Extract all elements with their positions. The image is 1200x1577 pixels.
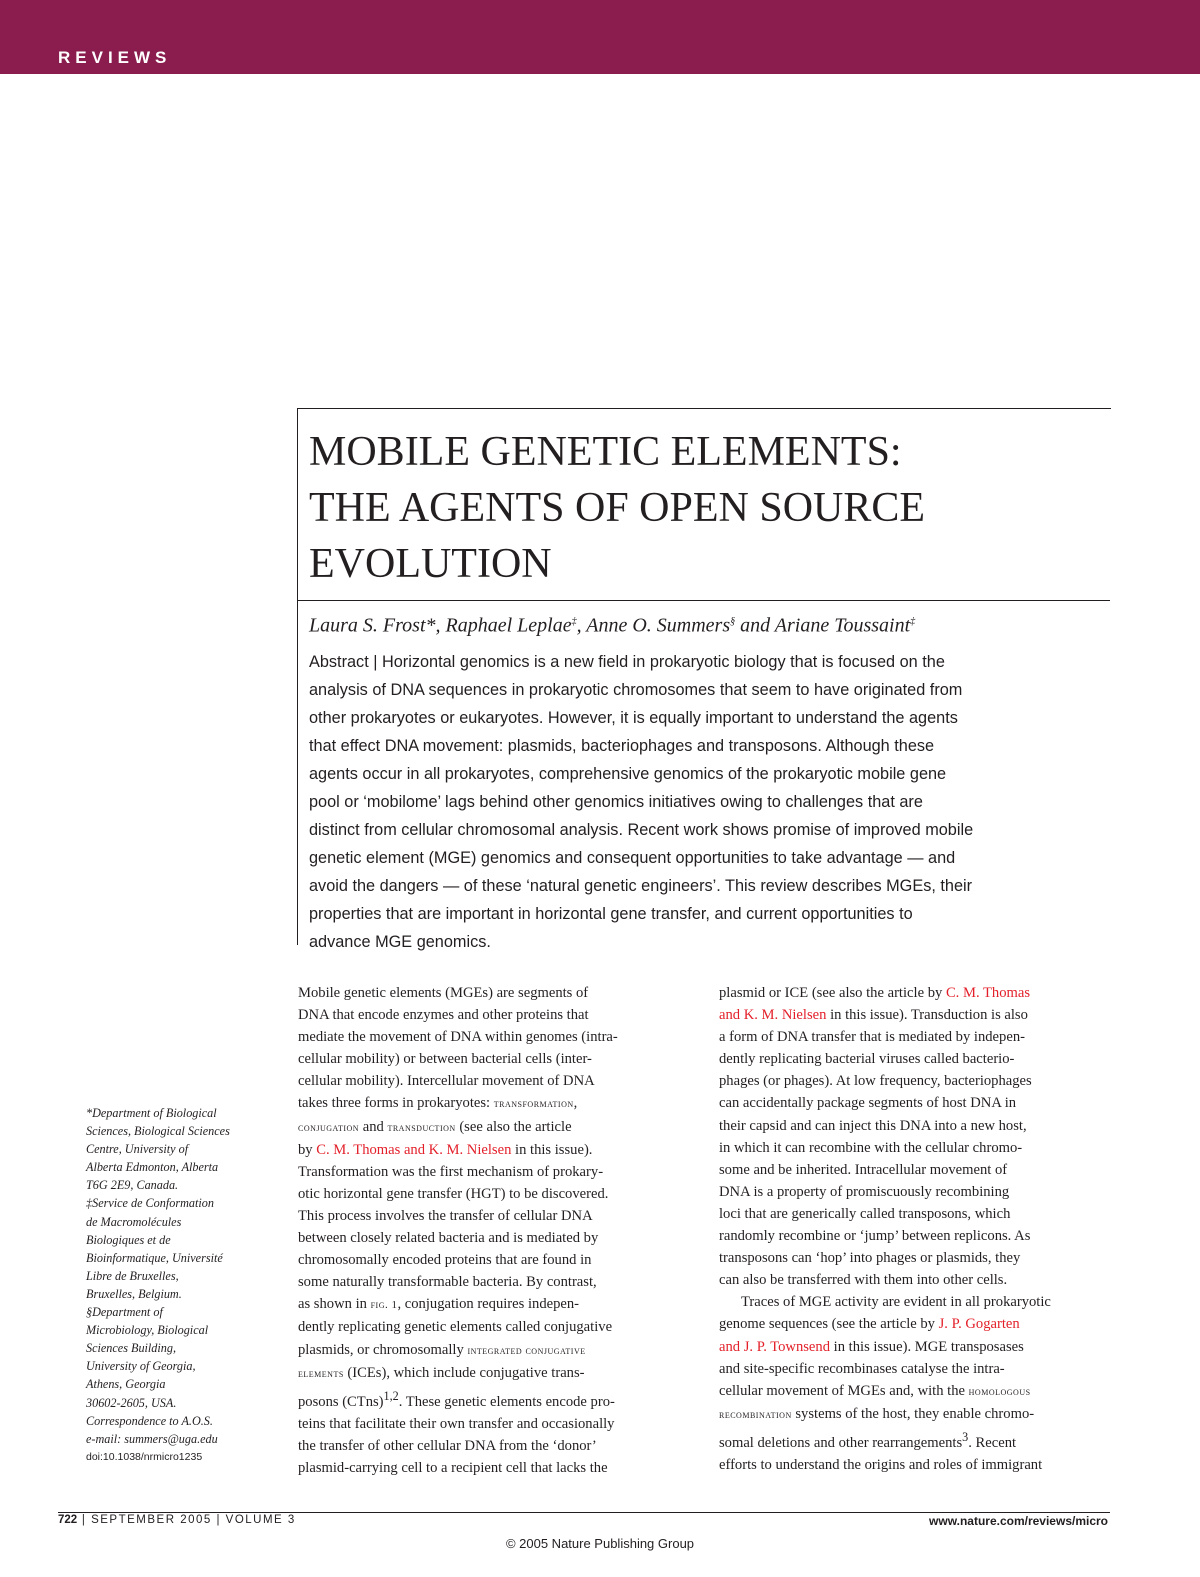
glossary-term[interactable]: transduction <box>387 1121 456 1134</box>
author-mark: ‡ <box>910 616 916 627</box>
text-run: , conjugation requires indepen- <box>397 1296 580 1313</box>
title-line: EVOLUTION <box>309 541 552 587</box>
body-line <box>719 1313 1109 1335</box>
body-line <box>719 1336 1109 1358</box>
body-line: cellular mobility) or between bacterial cells (inter- <box>298 1051 592 1068</box>
body-line: dently replicating genetic elements called conjugative <box>298 1319 613 1336</box>
body-line: can also be transferred with them into other cells. <box>719 1272 1008 1289</box>
copyright-notice: © 2005 Nature Publishing Group <box>505 1536 695 1551</box>
affiliation-line: Correspondence to A.O.S. <box>86 1413 213 1428</box>
text-run: in this issue). <box>511 1141 593 1158</box>
author-separator: , <box>435 614 446 637</box>
body-line: dently replicating bacterial viruses called bacterio- <box>719 1051 1015 1068</box>
affiliation-line: de Macromolécules <box>86 1214 182 1229</box>
title-line: MOBILE GENETIC ELEMENTS: <box>309 429 902 475</box>
affiliation-line: Sciences Building, <box>86 1341 177 1356</box>
body-line: can accidentally package segments of host DNA in <box>719 1095 1017 1112</box>
body-line: teins that facilitate their own transfer and occasionally <box>298 1415 615 1432</box>
glossary-term[interactable]: homologous <box>968 1385 1031 1398</box>
citation-reference[interactable]: 1,2 <box>383 1388 399 1403</box>
body-line: Mobile genetic elements (MGEs) are segments of <box>298 985 589 1001</box>
body-line <box>719 1004 1109 1026</box>
body-line <box>719 1380 1109 1403</box>
glossary-term[interactable]: integrated conjugative <box>467 1344 586 1357</box>
text-run: (see also the article <box>455 1118 572 1135</box>
glossary-term[interactable]: recombination <box>719 1408 792 1421</box>
text-run: somal deletions and other rearrangements <box>719 1434 963 1451</box>
body-line <box>298 1362 688 1385</box>
glossary-term[interactable]: conjugation <box>298 1121 360 1134</box>
affiliation-line: University of Georgia, <box>86 1359 196 1374</box>
issue-date-volume: | SEPTEMBER 2005 | VOLUME 3 <box>77 1514 296 1526</box>
article-link[interactable]: C. M. Thomas and K. M. Nielsen <box>316 1141 512 1158</box>
affiliation-line: Bruxelles, Belgium. <box>86 1286 182 1301</box>
text-run: in this issue). MGE transposases <box>830 1338 1024 1355</box>
abstract-line: advance MGE genomics. <box>309 933 491 951</box>
affiliation-line: Alberta Edmonton, Alberta <box>86 1160 219 1175</box>
affiliation-line: ‡Service de Conformation <box>86 1196 214 1211</box>
affiliation-line: Athens, Georgia <box>86 1377 166 1392</box>
body-line: DNA is a property of promiscuously recombining <box>719 1183 1010 1200</box>
affiliation-line: T6G 2E9, Canada. <box>86 1178 179 1193</box>
affiliation-line: Centre, University of <box>86 1142 189 1157</box>
body-line: plasmid-carrying cell to a recipient cell that lacks the <box>298 1459 608 1476</box>
citation-reference[interactable]: 3 <box>962 1429 969 1444</box>
body-line: their capsid and can inject this DNA into a new host, <box>719 1117 1027 1134</box>
body-line <box>298 1293 688 1316</box>
affiliation-line: *Department of Biological <box>86 1106 217 1120</box>
text-run: genome sequences (see the article by <box>719 1316 939 1333</box>
affiliation-line: Libre de Bruxelles, <box>86 1268 179 1283</box>
body-line: phages (or phages). At low frequency, bacteriophages <box>719 1073 1032 1090</box>
text-run: takes three forms in prokaryotes: <box>298 1095 494 1112</box>
author-mark: ‡ <box>571 616 577 627</box>
journal-url[interactable]: www.nature.com/reviews/micro <box>929 1514 1108 1528</box>
body-line <box>719 982 1109 1004</box>
title-line: THE AGENTS OF OPEN SOURCE <box>309 485 926 531</box>
text-run: in this issue). Transduction is also <box>826 1007 1028 1024</box>
author-name: Raphael Leplae <box>445 614 572 637</box>
body-line: some and be inherited. Intracellular movement of <box>719 1161 1008 1178</box>
affiliation-line: Microbiology, Biological <box>86 1323 209 1338</box>
body-line <box>719 1403 1109 1426</box>
author-separator: and <box>735 614 775 637</box>
body-line: randomly recombine or ‘jump’ between replicons. As <box>719 1228 1031 1245</box>
author-name: Anne O. Summers <box>586 614 731 637</box>
glossary-term[interactable]: transformation <box>493 1098 574 1111</box>
body-line: This process involves the transfer of cellular DNA <box>298 1207 593 1224</box>
body-line: mediate the movement of DNA within genomes (intra- <box>298 1029 618 1046</box>
author-name: Ariane Toussaint <box>774 614 911 637</box>
text-run: as shown in <box>298 1296 371 1313</box>
correspondence-email: e-mail: summers@uga.edu <box>86 1431 218 1446</box>
body-line: DNA that encode enzymes and other proteins that <box>298 1007 589 1024</box>
body-line: chromosomally encoded proteins that are found in <box>298 1252 592 1269</box>
affiliation-line: 30602-2605, USA. <box>86 1395 177 1410</box>
affiliation-line: Bioinformatique, Université <box>86 1250 223 1265</box>
text-run: . Recent <box>968 1434 1017 1451</box>
affiliation-line: Sciences, Biological Sciences <box>86 1124 230 1139</box>
author-name: Laura S. Frost <box>309 614 426 637</box>
body-line <box>298 1139 688 1161</box>
abstract-line: pool or ‘mobilome’ lags behind other genomics initiatives owing to challenges that are <box>309 793 923 811</box>
abstract <box>309 648 1109 956</box>
text-run: and <box>359 1118 388 1135</box>
text-run: plasmids, or chromosomally <box>298 1341 468 1358</box>
glossary-term[interactable]: elements <box>298 1367 344 1380</box>
body-line <box>298 1339 688 1362</box>
body-line <box>298 1092 688 1115</box>
body-line: otic horizontal gene transfer (HGT) to be discovered. <box>298 1185 609 1202</box>
author-mark: § <box>730 616 736 627</box>
body-line: cellular mobility). Intercellular movement of DNA <box>298 1073 595 1090</box>
abstract-line: that effect DNA movement: plasmids, bacteriophages and transposons. Although these <box>309 737 935 755</box>
abstract-line: genetic element (MGE) genomics and consequent opportunities to take advantage — and <box>309 849 956 867</box>
abstract-border <box>297 600 298 945</box>
body-line: between closely related bacteria and is mediated by <box>298 1230 599 1247</box>
article-link[interactable]: J. P. Gogarten <box>938 1316 1020 1333</box>
body-line: loci that are generically called transposons, which <box>719 1205 1011 1222</box>
footer-issue-info <box>58 1514 296 1526</box>
abstract-line: properties that are important in horizontal gene transfer, and current opportunities to <box>309 905 913 923</box>
affiliation-line: Biologiques et de <box>86 1232 171 1247</box>
body-line: transposons can ‘hop’ into phages or plasmids, they <box>719 1250 1021 1267</box>
footer-divider <box>58 1512 1110 1513</box>
body-line <box>298 1385 688 1413</box>
affiliation-line: §Department of <box>86 1305 163 1320</box>
abstract-line: analysis of DNA sequences in prokaryotic chromosomes that seem to have originated from <box>309 681 963 699</box>
body-line: Traces of MGE activity are evident in all prokaryotic <box>741 1294 1051 1311</box>
text-run: plasmid or ICE (see also the article by <box>719 985 946 1001</box>
affiliations <box>86 1104 276 1466</box>
body-column-left <box>298 982 688 1479</box>
body-column-right <box>719 982 1109 1476</box>
abstract-line: distinct from cellular chromosomal analysis. Recent work shows promise of improved mobile <box>309 821 974 839</box>
text-run: by <box>298 1141 317 1158</box>
author-separator: , <box>576 614 587 637</box>
text-run: (ICEs), which include conjugative trans- <box>343 1364 585 1381</box>
body-line <box>719 1426 1109 1454</box>
abstract-line: agents occur in all prokaryotes, comprehensive genomics of the prokaryotic mobile gene <box>309 765 947 783</box>
title-divider <box>297 600 1110 601</box>
section-label: REVIEWS <box>58 48 172 67</box>
article-link[interactable]: and K. M. Nielsen <box>719 1007 827 1024</box>
body-line: in which it can recombine with the cellular chromo- <box>719 1139 1023 1156</box>
figure-reference[interactable]: fig. 1 <box>370 1299 398 1312</box>
page-number: 722 <box>58 1514 78 1526</box>
text-run: posons (CTns) <box>298 1393 384 1410</box>
article-title <box>309 424 1099 592</box>
abstract-line: avoid the dangers — of these ‘natural genetic engineers’. This review describes MGEs, their <box>309 877 973 895</box>
author-mark: * <box>425 614 436 637</box>
body-line: a form of DNA transfer that is mediated by indepen- <box>719 1029 1025 1046</box>
text-run: systems of the host, they enable chromo- <box>791 1405 1035 1422</box>
body-line <box>298 1116 688 1139</box>
text-run: . These genetic elements encode pro- <box>398 1393 615 1410</box>
body-line: the transfer of other cellular DNA from the ‘donor’ <box>298 1437 597 1454</box>
body-line: and site-specific recombinases catalyse the intra- <box>719 1360 1005 1377</box>
doi: doi:10.1038/nrmicro1235 <box>86 1450 203 1463</box>
section-banner <box>0 0 1200 74</box>
article-link[interactable]: C. M. Thomas <box>945 985 1031 1001</box>
body-line: efforts to understand the origins and roles of immigrant <box>719 1456 1043 1473</box>
abstract-line: other prokaryotes or eukaryotes. However, it is equally important to understand the agents <box>309 709 958 727</box>
body-line: some naturally transformable bacteria. By contrast, <box>298 1274 597 1291</box>
author-list <box>309 608 1109 640</box>
text-run: , <box>573 1095 578 1112</box>
body-line: Transformation was the first mechanism of prokary- <box>298 1163 604 1180</box>
article-link[interactable]: and J. P. Townsend <box>719 1338 831 1355</box>
abstract-line: Abstract | Horizontal genomics is a new field in prokaryotic biology that is focused on the <box>309 653 945 671</box>
text-run: cellular movement of MGEs and, with the <box>719 1382 969 1399</box>
